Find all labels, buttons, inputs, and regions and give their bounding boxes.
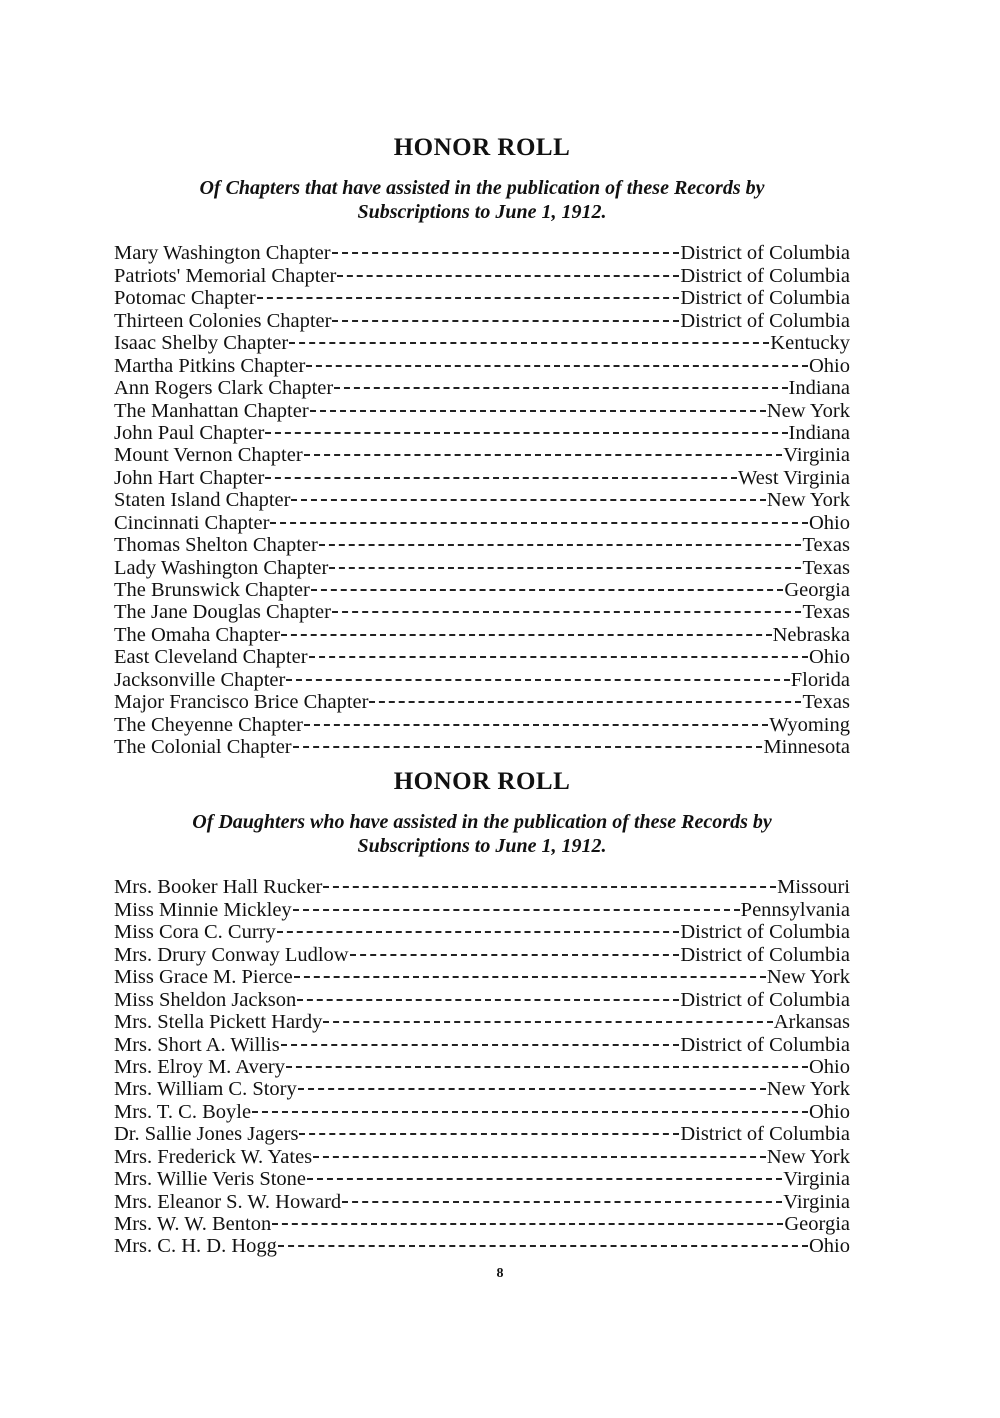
entry-place: Georgia xyxy=(784,579,850,601)
dot-leader xyxy=(310,394,766,416)
entry-place: Minnesota xyxy=(763,736,850,759)
entry-place: Ohio xyxy=(809,646,850,669)
entry-name: The Omaha Chapter xyxy=(114,623,281,646)
dot-leader xyxy=(297,983,679,1005)
entry-name: Mount Vernon Chapter xyxy=(114,444,303,467)
entry-name: Isaac Shelby Chapter xyxy=(114,332,289,355)
dot-leader xyxy=(298,1073,766,1095)
entry-place: Indiana xyxy=(788,421,850,444)
dot-leader xyxy=(332,596,802,618)
entry-name: Martha Pitkins Chapter xyxy=(114,354,306,377)
dot-leader xyxy=(334,372,787,394)
daughters-subtitle-line1: Of Daughters who have assisted in the publication of these Records by xyxy=(192,811,772,833)
entry-name: The Colonial Chapter xyxy=(114,736,292,759)
entry-name: Mrs. C. H. D. Hogg xyxy=(114,1235,277,1258)
dot-leader xyxy=(332,304,679,326)
entry-place: District of Columbia xyxy=(680,1033,850,1056)
entry-place: District of Columbia xyxy=(680,1123,850,1146)
dot-leader xyxy=(350,938,680,960)
dot-leader xyxy=(278,1230,808,1252)
daughters-list xyxy=(114,871,850,1258)
entry-name: Mrs. Booker Hall Rucker xyxy=(114,876,323,899)
entry-place: Virginia xyxy=(783,444,850,467)
entry-name: Miss Sheldon Jackson xyxy=(114,988,297,1011)
dot-leader xyxy=(257,282,680,304)
dot-leader xyxy=(281,618,771,640)
dot-leader xyxy=(337,259,679,281)
entry-place: Indiana xyxy=(788,377,850,400)
entry-name: Patriots' Memorial Chapter xyxy=(114,264,337,287)
entry-place: Georgia xyxy=(784,1213,850,1235)
entry-name: Jacksonville Chapter xyxy=(114,668,286,691)
dot-leader xyxy=(272,1208,783,1230)
chapters-list xyxy=(114,237,850,759)
entry-place: Florida xyxy=(790,668,850,691)
entry-place: Texas xyxy=(802,601,850,624)
entry-name: Mrs. Stella Pickett Hardy xyxy=(114,1011,323,1034)
entry-name: Mrs. Eleanor S. W. Howard xyxy=(114,1190,342,1213)
entry-place: Ohio xyxy=(809,1100,850,1123)
entry-place: Ohio xyxy=(809,1055,850,1078)
dot-leader xyxy=(306,349,808,371)
dot-leader xyxy=(323,1006,772,1028)
entry-place: New York xyxy=(766,1145,850,1168)
entry-name: John Hart Chapter xyxy=(114,466,265,489)
entry-name: Dr. Sallie Jones Jagers xyxy=(114,1123,299,1146)
entry-name: The Jane Douglas Chapter xyxy=(114,601,331,624)
dot-leader xyxy=(277,916,680,938)
dot-leader xyxy=(313,1140,766,1162)
entry-place: Wyoming xyxy=(769,713,850,736)
entry-place: Nebraska xyxy=(772,623,850,646)
entry-place: West Virginia xyxy=(738,466,850,489)
entry-name: Mrs. T. C. Boyle xyxy=(114,1100,252,1123)
entry-place: New York xyxy=(766,399,850,422)
entry-place: New York xyxy=(766,489,850,512)
dot-leader xyxy=(309,641,808,663)
entry-place: District of Columbia xyxy=(680,988,850,1011)
dot-leader xyxy=(294,961,766,983)
entry-name: Ann Rogers Clark Chapter xyxy=(114,377,334,400)
entry-place: District of Columbia xyxy=(680,264,850,287)
dot-leader xyxy=(252,1095,808,1117)
dot-leader xyxy=(304,708,768,730)
entry-name: Mrs. Elroy M. Avery xyxy=(114,1055,286,1078)
dot-leader xyxy=(299,1118,679,1140)
entry-name: Mrs. Frederick W. Yates xyxy=(114,1145,313,1168)
chapters-honor-roll xyxy=(114,132,850,759)
entry-name: Mary Washington Chapter xyxy=(114,242,331,265)
dot-leader xyxy=(286,1051,808,1073)
entry-place: New York xyxy=(766,966,850,989)
chapters-subtitle-line1: Of Chapters that have assisted in the publication of these Records by xyxy=(199,177,765,199)
dot-leader xyxy=(293,893,740,915)
entry-place: District of Columbia xyxy=(680,921,850,944)
daughters-heading: HONOR ROLL xyxy=(393,768,571,795)
page-number: 8 xyxy=(496,1266,504,1281)
entry-name: Miss Grace M. Pierce xyxy=(114,966,293,989)
dot-leader xyxy=(332,237,680,259)
entry-name: John Paul Chapter xyxy=(114,421,265,444)
entry-place: District of Columbia xyxy=(680,309,850,332)
dot-leader xyxy=(304,439,783,461)
entry-place: Ohio xyxy=(809,511,850,534)
entry-place: Virginia xyxy=(783,1190,850,1213)
dot-leader xyxy=(369,686,801,708)
entry-name: Staten Island Chapter xyxy=(114,489,291,512)
dot-leader xyxy=(281,1028,680,1050)
entry-name: Cincinnati Chapter xyxy=(114,511,270,534)
entry-place: District of Columbia xyxy=(680,242,850,265)
dot-leader xyxy=(286,663,789,685)
entry-place: Pennsylvania xyxy=(740,898,850,921)
dot-leader xyxy=(311,574,784,596)
dot-leader xyxy=(265,417,787,439)
dot-leader xyxy=(323,871,776,893)
chapters-subtitle xyxy=(114,176,850,224)
dot-leader xyxy=(293,731,763,753)
dot-leader xyxy=(265,461,737,483)
entry-name: Miss Minnie Mickley xyxy=(114,898,292,921)
entry-name: Lady Washington Chapter xyxy=(114,556,329,579)
entry-place: Texas xyxy=(802,556,850,579)
entry-name: Mrs. Short A. Willis xyxy=(114,1033,280,1056)
dot-leader xyxy=(291,484,765,506)
entry-place: New York xyxy=(766,1078,850,1101)
entry-name: The Manhattan Chapter xyxy=(114,399,309,422)
entry-place: Arkansas xyxy=(773,1011,850,1034)
dot-leader xyxy=(342,1185,782,1207)
entry-place: District of Columbia xyxy=(680,943,850,966)
daughters-honor-roll xyxy=(114,766,850,1258)
list-item xyxy=(114,237,850,265)
entry-name: Mrs. W. W. Benton xyxy=(114,1213,272,1235)
entry-place: Texas xyxy=(802,691,850,714)
entry-place: Virginia xyxy=(783,1168,850,1191)
dot-leader xyxy=(319,529,802,551)
dot-leader xyxy=(270,506,808,528)
entry-place: District of Columbia xyxy=(680,287,850,310)
chapters-heading: HONOR ROLL xyxy=(393,134,571,161)
entry-place: Ohio xyxy=(809,354,850,377)
entry-place: Missouri xyxy=(777,876,850,899)
list-item xyxy=(114,871,850,899)
entry-name: Potomac Chapter xyxy=(114,287,256,310)
entry-name: Mrs. Willie Veris Stone xyxy=(114,1168,307,1191)
entry-place: Texas xyxy=(802,534,850,557)
entry-place: Ohio xyxy=(809,1235,850,1258)
chapters-subtitle-line2: Subscriptions to June 1, 1912. xyxy=(357,201,607,223)
entry-place: Kentucky xyxy=(770,332,850,355)
daughters-subtitle-line2: Subscriptions to June 1, 1912. xyxy=(357,835,607,857)
entry-name: Mrs. William C. Story xyxy=(114,1078,297,1101)
entry-name: Thomas Shelton Chapter xyxy=(114,534,318,557)
entry-name: Miss Cora C. Curry xyxy=(114,921,276,944)
entry-name: Thirteen Colonies Chapter xyxy=(114,309,332,332)
entry-name: Mrs. Drury Conway Ludlow xyxy=(114,943,349,966)
entry-name: East Cleveland Chapter xyxy=(114,646,308,669)
dot-leader xyxy=(329,551,801,573)
entry-name: Major Francisco Brice Chapter xyxy=(114,691,369,714)
entry-name: The Cheyenne Chapter xyxy=(114,713,303,736)
dot-leader xyxy=(289,327,769,349)
entry-name: The Brunswick Chapter xyxy=(114,579,310,601)
dot-leader xyxy=(307,1163,782,1185)
daughters-subtitle xyxy=(114,810,850,858)
